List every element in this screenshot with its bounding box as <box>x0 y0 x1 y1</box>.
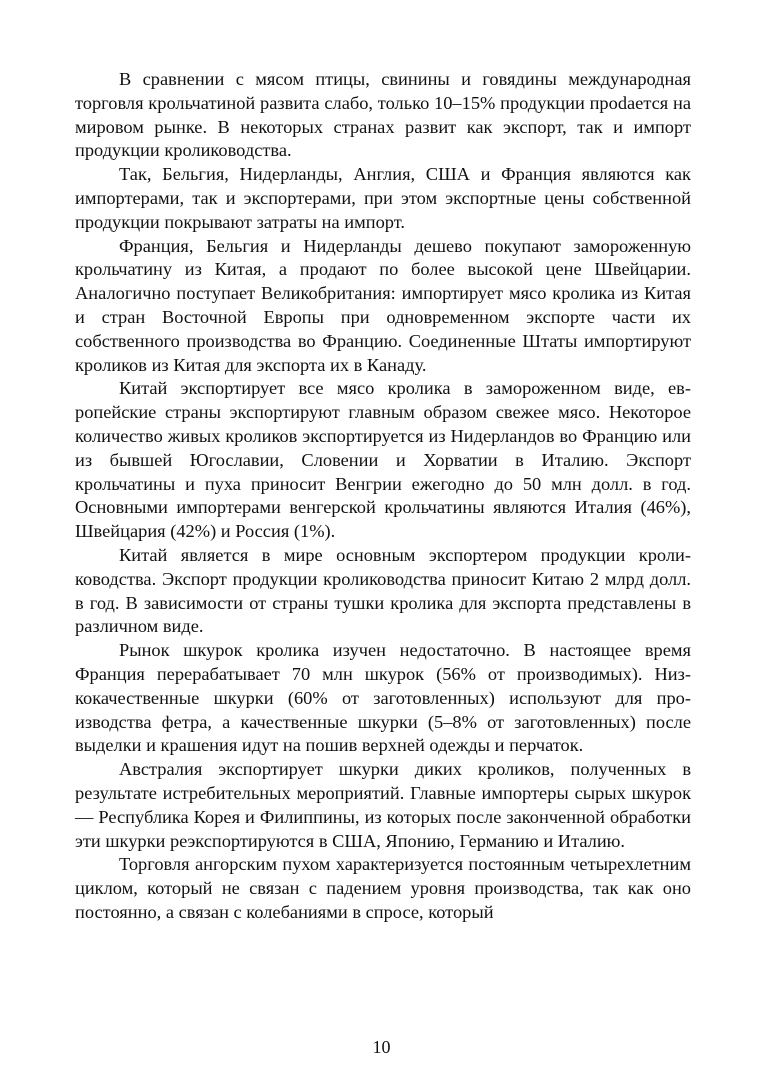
paragraph-7: Австралия экспортирует шкурки диких кроликов, полученных в результате истребительных мероприятий. Главные импортеры сырых шкурок — Республика Корея и Филиппины, из которых после законченной обработки эти шкурки реэкспортируются в США, Японию, Германию и Италию. <box>75 759 691 851</box>
paragraph-5: Китай является в мире основным экспортером продукции кролиководства. Экспорт продукции кролиководства приносит Китаю 2 млрд долл. в год. В зависимости от страны тушки кролика для экспорта представлены в различном виде. <box>75 544 691 637</box>
paragraph-3: Франция, Бельгия и Нидерланды дешево покупают замороженную крольчатину из Китая, а продают по более высокой цене Швейцарии. Аналогично поступает Великобритания: импортирует мясо кролика из Китая и стран Восточной Европы при одновременном экспорте части их собственного производства во Францию. Соединенные Штаты импортируют кроликов из Китая для экспорта их в Канаду. <box>75 235 691 375</box>
page-number: 10 <box>372 1037 391 1057</box>
paragraph-8: Торговля ангорским пухом характеризуется постоянным четырехлетним циклом, который не связан с падением уровня производства, так как оно постоянно, а связан с колебаниями в спросе, который <box>75 854 691 922</box>
paragraph-4: Китай экспортирует все мясо кролика в замороженном виде, европейские страны экспортируют главным образом свежее мясо. Некоторое количество живых кроликов экспортируется из Нидерландов во Францию или из бывшей Югославии, Словении и Хорватии в Италию. Экспорт крольчатины и пуха приносит Венгрии ежегодно до 50 млн долл. в год. Основными импортерами венгерской крольчатины являются Италия (46%), Швейцария (42%) и Россия (1%). <box>75 378 691 542</box>
paragraph-1: В сравнении с мясом птицы, свинины и говядины международная торговля крольчатиной развита слабо, только 10–15% продукции проdается на мировом рынке. В некоторых странах развит как экспорт, так и импорт продукции кролиководства. <box>75 69 691 161</box>
page-body <box>75 68 691 925</box>
paragraph-2: Так, Бельгия, Нидерланды, Англия, США и Франция являются как импортерами, так и экспортерами, при этом экспортные цены собственной продукции покрывают затраты на импорт. <box>75 164 691 232</box>
paragraph-6: Рынок шкурок кролика изучен недостаточно. В настоящее время Франция перерабатывает 70 млн шкурок (56% от производимых). Низкокачественные шкурки (60% от заготовленных) используют для производства фетра, а качественные шкурки (5–8% от заготовленных) после выделки и крашения идут на пошив верхней одежды и перчаток. <box>75 640 691 756</box>
